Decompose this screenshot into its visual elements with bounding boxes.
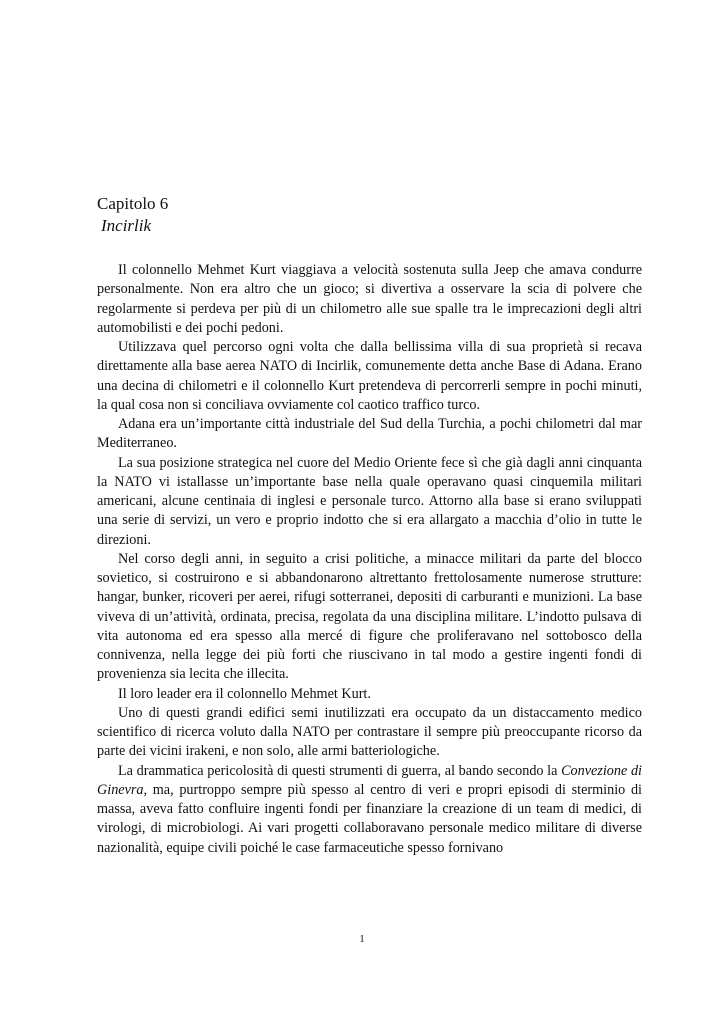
page-number: 1 — [359, 933, 365, 945]
chapter-subtitle: Incirlik — [101, 216, 152, 235]
paragraph-text-start: La drammatica pericolosità di questi strumenti di guerra, al bando secondo la — [118, 762, 562, 779]
paragraph-last — [97, 762, 642, 858]
paragraph: Adana era un’importante città industriale del Sud della Turchia, a pochi chilometri dal mar Mediterraneo. — [97, 416, 642, 452]
paragraph: Il loro leader era il colonnello Mehmet Kurt. — [118, 685, 371, 702]
paragraph: Utilizzava quel percorso ogni volta che dalla bellissima villa di sua proprietà si recava direttamente alla base aerea NATO di Incirlik, comunemente detta anche Base di Adana. Erano una decina di chilometri e il colonnello Kurt pretendeva di percorrerli sempre in pochi minuti, la qual cosa non si conciliava ovviamente col caotico traffico turco. — [97, 339, 642, 413]
chapter-title: Capitolo 6 — [97, 194, 169, 213]
body-text — [97, 261, 642, 858]
paragraph: Uno di questi grandi edifici semi inutilizzati era occupato da un distaccamento medico scientifico di ricerca voluto dalla NATO per contrastare il sempre più preoccupante ricorso da parte dei vicini irakeni, e non solo, alle armi batteriologiche. — [97, 704, 642, 760]
paragraph-text-end: ma, purtroppo sempre più spesso al centro di veri e propri episodi di sterminio di massa, aveva fatto confluire ingenti fondi per finanziare la creazione di un team di medici, di virologi, di microbiologi. Ai vari progetti collaboravano personale medico militare di diverse nazionalità, equipe civili poiché le case farmaceutiche spesso fornivano — [97, 781, 642, 856]
paragraph: La sua posizione strategica nel cuore del Medio Oriente fece sì che già dagli anni cinquanta la NATO vi istallasse un’importante base nella quale operavano quasi cinquemila militari americani, alcune centinaia di inglesi e personale turco. Attorno alla base si erano sviluppati una serie di servizi, un vero e proprio indotto che si era allargato a macchia d’olio in tutte le direzioni. — [97, 454, 642, 548]
paragraph: Nel corso degli anni, in seguito a crisi politiche, a minacce militari da parte del blocco sovietico, si costruirono e si abbandonarono altrettanto frettolosamente numerose strutture: hangar, bunker, ricoveri per aerei, rifugi sotterranei, depositi di carburanti e munizioni. La base viveva di un’attività, ordinata, precisa, regolata da una disciplina militare. L’indotto pulsava di vita autonoma ed era spesso alla mercé di figure che proliferavano nel sottobosco della connivenza, nella legge dei più forti che riuscivano in tal modo a gestire ingenti fondi di provenienza sia lecita che illecita. — [97, 550, 642, 683]
paragraph: Il colonnello Mehmet Kurt viaggiava a velocità sostenuta sulla Jeep che amava condurre personalmente. Non era altro che un gioco; si divertiva a osservare la scia di polvere che regolarmente si perdeva per più di un chilometro alle sue spalle tra le imprecazioni degli altri automobilisti e dei pochi pedoni. — [97, 262, 642, 336]
treaty-name-italic: Convezione di Ginevra, — [97, 762, 642, 798]
